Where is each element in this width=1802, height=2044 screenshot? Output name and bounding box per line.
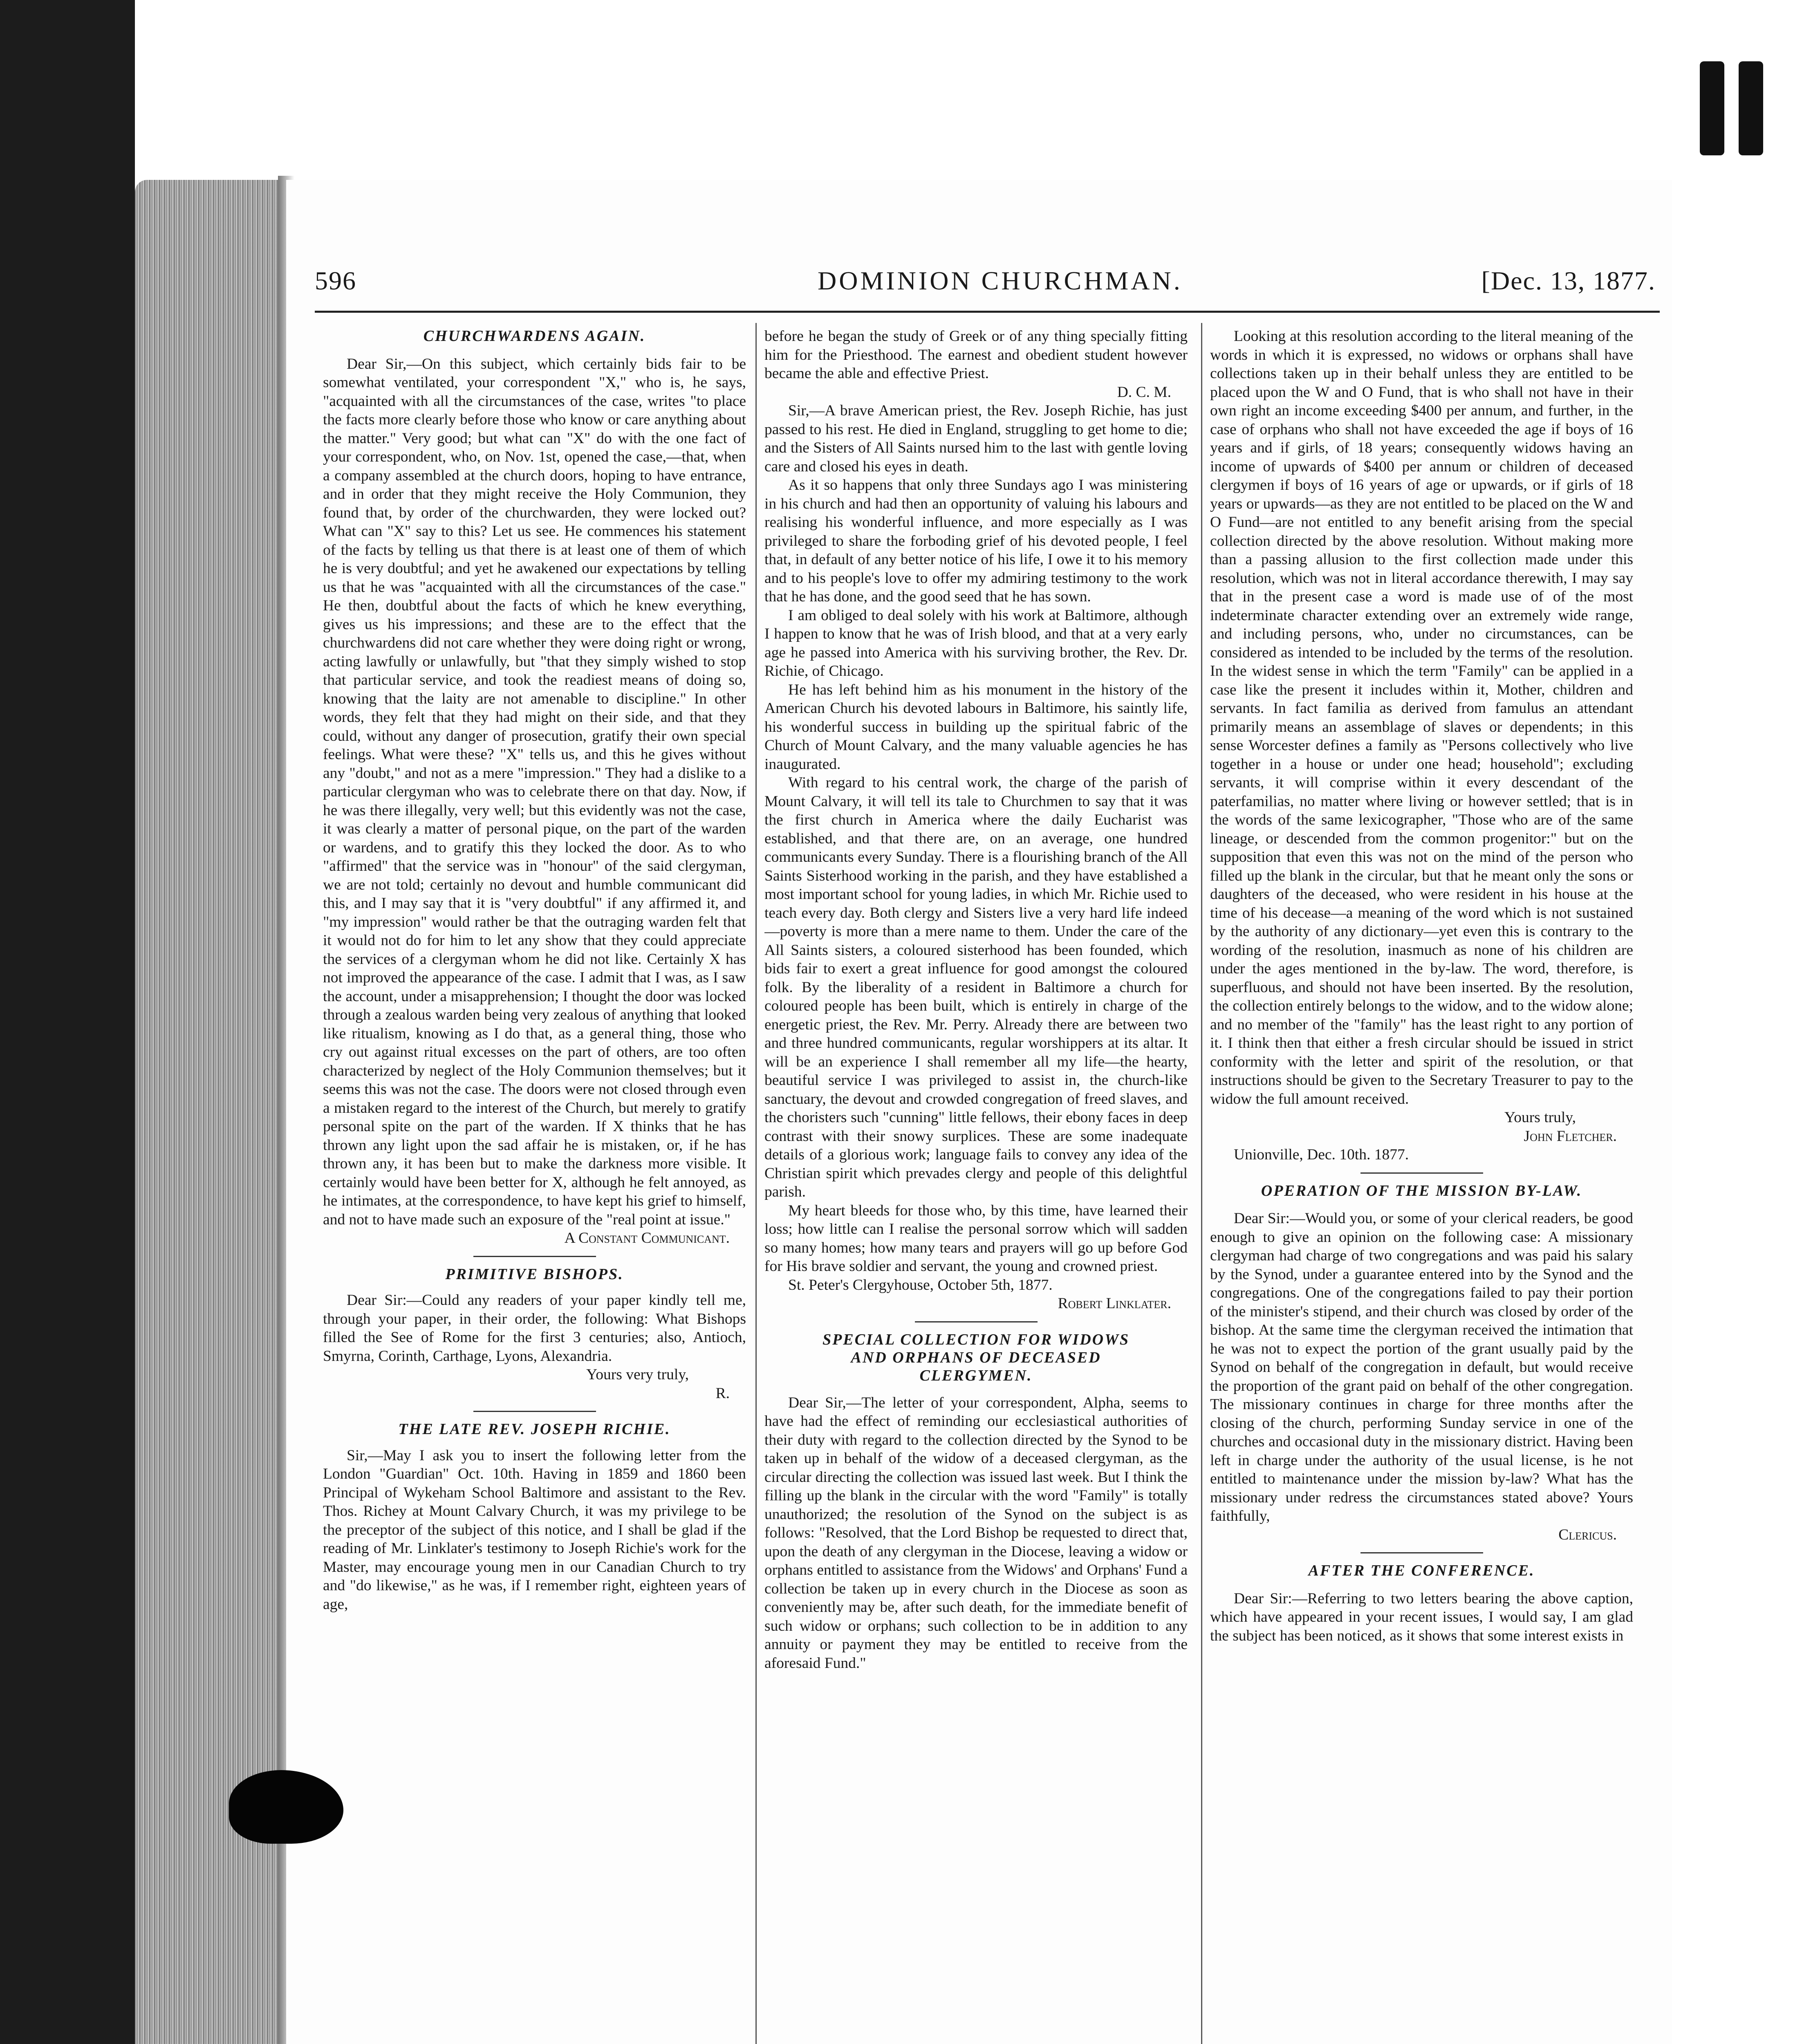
article-body-joseph-richie-intro: Sir,—May I ask you to insert the following letter from the London "Guardian" Oct. 10th. Having in 1859 and 1860 been Principal of Wykeham School Baltimore and assistant to the Rev. Thos. Richey at Mount Calvary Church, it was my privilege to be the preceptor of the subject of this notice, and I shall be glad if the reading of Mr. Linklater's testimony to Joseph Richie's work for the Master, may encourage young men in our Canadian Church to try and "do likewise," as he was, if I remember right, eighteen years of age, [323, 1447, 746, 1613]
article-divider [1360, 1172, 1483, 1174]
book-page-edges [135, 180, 282, 2044]
journal-title: DOMINION CHURCHMAN. [818, 266, 1183, 295]
header-rule [315, 311, 1660, 313]
title-line: SPECIAL COLLECTION FOR WIDOWS [822, 1331, 1130, 1348]
article-paragraph: As it so happens that only three Sundays ago I was ministering in his church and had then an opportunity of valuing his labours and realising his wonderful influence, and more especially as I was privileged to share the forboding grief of his devoted people, I feel that, in default of any better notice of his life, I owe it to his memory and to his people's love to offer my admiring testimony to the work that he has done, and the good seed that he has sown. [764, 477, 1188, 605]
article-body-primitive-bishops: Dear Sir:—Could any readers of your paper kindly tell me, through your paper, in their order, the following: What Bishops filled the See of Rome for the first 3 centuries; also, Antioch, Smyrna, Corinth, Carthage, Lyons, Alexandria. [323, 1292, 746, 1365]
article-body-after-conference: Dear Sir:—Referring to two letters bearing the above caption, which have appeared in your recent issues, I would say, I am glad the subject has been noticed, as it shows that some interest exists in [1210, 1590, 1633, 1644]
dateline-unionville: Unionville, Dec. 10th. 1877. [1234, 1146, 1409, 1163]
closing-primitive-bishops: Yours very truly, [586, 1366, 689, 1383]
signature-john-fletcher: John Fletcher. [1524, 1127, 1617, 1145]
column-2 [764, 327, 1188, 2044]
article-divider [915, 1321, 1038, 1322]
article-divider [473, 1256, 596, 1257]
article-paragraph: With regard to his central work, the charge of the parish of Mount Calvary, it will tell its tale to Churchmen to say that it was the first church in America where the daily Eucharist was established, and that there are, on an average, one hundred communicants every Sunday. There is a flourishing branch of the All Saints Sisterhood working in the parish, and they have established a most important school for young ladies, in which Mr. Richie used to teach every day. Both clergy and Sisters live a very hard life indeed—poverty is more than a mere name to them. Under the care of the All Saints sisters, a coloured sisterhood has been founded, which bids fair to exert a great influence for good amongst the coloured folk. By the liberality of a resident in Baltimore a church for coloured people has been built, which is entirely in charge of the energetic priest, the Rev. Mr. Perry. Already there are between two and three hundred communicants, regular worshippers at its altar. It will be an experience I shall remember all my life—the hearty, beautiful service I was privileged to assist in, the church-like sanctuary, the devout and crowded congregation of freed slaves, and the choristers such "cunning" little fellows, their ebony faces in deep contrast with their snowy surplices. These are some inadequate details of a glorious work; language fails to convey any idea of the Christian spirit which prevades clergy and people of this delightful parish. [764, 774, 1188, 1200]
issue-date: [Dec. 13, 1877. [1481, 266, 1656, 295]
article-body-joseph-richie-continued: before he began the study of Greek or of any thing specially fitting him for the Priesthood. The earnest and obedient student however became the able and effective Priest. [764, 328, 1188, 382]
article-title-special-collection [764, 1331, 1188, 1385]
article-paragraph: He has left behind him as his monument in the history of the American Church his devoted labours in Baltimore, his saintly life, his wonderful success in building up the spiritual fabric of the Church of Mount Calvary, and the many valuable agencies he has inaugurated. [764, 681, 1188, 773]
signature-constant-communicant: A Constant Communicant. [564, 1230, 730, 1246]
article-body-churchwardens: Dear Sir,—On this subject, which certainly bids fair to be somewhat ventilated, your correspondent "X," who is, he says, "acquainted with all the circumstances of the case, writes "to place the facts more clearly before those who know or care anything about the matter." Very good; but what can "X" do with the one fact of your correspondent, who, on Nov. 1st, opened the case,—that, when a company assembled at the church doors, hoping to have entrance, and in order that they might receive the Holy Communion, they found that, by order of the churchwarden, they were locked out? What can "X" say to this? Let us see. He commences his statement of the facts by telling us that there is at least one of them of which he is very doubtful; and yet he awakened our expectations by telling us that he was "acquainted with all the circumstances of the case." He then, doubtful about the facts of which he knew everything, gives us his impressions; and these are to the effect that the churchwardens did not care whether they were doing right or wrong, acting lawfully or unlawfully, but "that they simply wished to stop that particular service, and took the readiest means of doing so, knowing that the laity are not amenable to discipline." In other words, they felt that they had might on their side, and that they could, without any danger of prosecution, gratify their own special feelings. What were these? "X" tells us, and this he gives without any "doubt," and not as a mere "impression." They had a dislike to a particular clergyman who was to celebrate there on that day. Now, if he was there illegally, very well; but this evidently was not the case, it was clearly a matter of personal pique, on the part of the warden or wardens, and to gratify this they locked the door. As to who "affirmed" that the service was in "honour" of the said clergyman, we are not told; certainly no devout and humble communicant did this, and I may say that it is "very doubtful" if any affirmed it, and "my impression" would rather be that the outraging warden felt that it would not do for him to let any show that they could appreciate the services of a clergyman whom he did not like. Certainly X has not improved the appearance of the case. I admit that I was, as I saw the account, under a misapprehension; I thought the door was locked through a zealous warden being very zealous of anything that looked like ritualism, knowing as I do that, as a general thing, those who cry out against ritual excesses on the part of others, are too often characterized by neglect of the Holy Communion themselves; but it seems this was not the case. The doors were not closed through even a mistaken regard to the interest of the Church, but merely to gratify personal spite on the part of the warden. If X thinks that he has thrown any light upon the sad affair he is mistaken, or, if he has thrown any, it has been but to make the darkness more visible. It certainly would have been better for X, although he felt annoyed, as he intimates, at the correspondence, to have kept his grief to himself, and not to have made such an exposure of the "real point at issue." [323, 355, 746, 1228]
running-head [315, 266, 1664, 303]
title-line: CLERGYMEN. [919, 1367, 1033, 1384]
article-divider [1360, 1552, 1483, 1553]
article-paragraph: I am obliged to deal solely with his work at Baltimore, although I happen to know that he was of Irish blood, and that at a very early age he passed into America with his surviving brother, the Rev. Dr. Richie, of Chicago. [764, 607, 1188, 679]
article-title-primitive-bishops: PRIMITIVE BISHOPS. [445, 1265, 624, 1283]
article-title-churchwardens: CHURCHWARDENS AGAIN. [423, 327, 646, 345]
closing-yours-truly: Yours truly, [1504, 1109, 1576, 1126]
column-rule [755, 323, 757, 2044]
signature-r: R. [715, 1385, 730, 1402]
article-paragraph: Sir,—A brave American priest, the Rev. Joseph Richie, has just passed to his rest. He died in England, struggling to get home to die; and the Sisters of All Saints nursed him to the last with gentle loving care and closed his eyes in death. [764, 402, 1188, 475]
article-title-after-conference: AFTER THE CONFERENCE. [1308, 1562, 1535, 1579]
initials-dcm: D. C. M. [1117, 383, 1171, 401]
scanner-background [0, 0, 135, 2044]
signature-clericus: Clericus. [1558, 1526, 1617, 1543]
page-number: 596 [315, 266, 356, 295]
column-rule [1201, 323, 1202, 2044]
article-divider [473, 1411, 596, 1412]
scan-marker-top [1700, 61, 1769, 155]
signature-robert-linklater: Robert Linklater. [1058, 1295, 1171, 1312]
article-body-mission-bylaw: Dear Sir:—Would you, or some of your clerical readers, be good enough to give an opinion on the following case: A missionary clergyman had charge of two congregations and was paid his salary by the Synod, under a guarantee entered into by the Synod and the congregations. One of the congregations failed to pay their portion of the minister's stipend, and their church was closed by order of the bishop. At the same time the clergyman received the intimation that he was not to expect the portion of the grant usually paid by the Synod on behalf of the congregation in default, but would receive the proportion of the grant paid on behalf of the other congregation. The missionary continues in charge for three months after the closing of the church, performing Sunday service in one of the churches and occasional duty in the missionary district. Having been left in charge under the authority of the usual license, is he not entitled to maintenance under the mission by-law? What has the missionary under redress the circumstances stated above? Yours faithfully, [1210, 1210, 1633, 1524]
title-line: AND ORPHANS OF DECEASED [851, 1349, 1101, 1366]
article-body-special-collection-continued: Looking at this resolution according to the literal meaning of the words in which it is expressed, no widows or orphans shall have collections taken up in their behalf unless they are entitled to be placed upon the W and O Fund, that is who shall not have in their own right an income exceeding $400 per annum, and further, in the case of orphans who shall not have exceeded the age if boys of 16 years and if girls, of 18 years; consequently widows having an income of upwards of $400 per annum or children of deceased clergymen if boys of 16 years of age or upwards, or if girls of 18 years or upwards—as they are not entitled to be placed on the W and O Fund—are not entitled to any benefit arising from the special collection directed by the above resolution. Without making more than a passing allusion to the first collection made under this resolution, which was not in literal accordance therewith, I may say that in the present case a word is made use of of the most indeterminate character extending over an extremely wide range, and including persons, who, under no circumstances, can be considered as intended to be included by the terms of the resolution. In the widest sense in which the term "Family" can be applied in a case like the present it includes within it, Mother, children and servants. In fact familia as derived from famulus an attendant primarily means an assemblage of slaves or dependents; in this sense Worcester defines a family as "Persons collectively who live together in a house or under one head; household"; excluding servants, it will comprise within it every descendant of the paterfamilias, no matter where living or however settled; that is in the words of the same lexicographer, "Those who are of the same lineage, or descended from the common progenitor:" but on the supposition that even this was not on the mind of the person who filled up the blank in the circular, but that he meant only the sons or daughters of the deceased, who were resident in his house at the time of his decease—a meaning of the word which is not sustained by the authority of any dictionary—yet even this is contrary to the wording of the resolution, inasmuch as none of his children are under the ages mentioned in the by-law. The word, therefore, is superfluous, and should not have been inserted. By the resolution, the collection entirely belongs to the widow, and to the widow alone; and no member of the "family" has the least right to any portion of it. I think then that either a fresh circular should be issued in strict conformity with the letter and spirit of the resolution, or that instructions should be given to the Secretary Treasurer to pay to the widow the full amount received. [1210, 328, 1633, 1107]
dateline-st-peters: St. Peter's Clergyhouse, October 5th, 1877. [788, 1276, 1053, 1293]
column-3 [1210, 327, 1633, 2044]
column-1 [323, 327, 746, 2044]
article-title-joseph-richie: THE LATE REV. JOSEPH RICHIE. [398, 1421, 671, 1438]
article-title-mission-bylaw: OPERATION OF THE MISSION BY-LAW. [1261, 1182, 1582, 1199]
article-body-special-collection: Dear Sir,—The letter of your correspondent, Alpha, seems to have had the effect of reminding our ecclesiastical authorities of their duty with regard to the collection directed by the Synod to be taken up in behalf of the widow of a deceased clergyman, as the circular directing the collection was issued last week. But I think the filling up the blank in the circular with the word "Family" is totally unauthorized; the resolution of the Synod on the subject is as follows: "Resolved, that the Lord Bishop be requested to direct that, upon the death of any clergyman in the Diocese, leaving a widow or orphans entitled to assistance from the Widows' and Orphans' Fund a collection be taken up in every church in the Diocese as soon as conveniently may be, after such death, for the immediate benefit of such widow or orphans; such collection to be in addition to any annuity or payment they may be entitled to receive from the aforesaid Fund." [764, 1394, 1188, 1672]
article-paragraph: My heart bleeds for those who, by this time, have learned their loss; how little can I realise the personal sorrow which will sadden so many homes; how many tears and prayers will go up before God for His brave soldier and servant, the young and crowned priest. [764, 1202, 1188, 1275]
